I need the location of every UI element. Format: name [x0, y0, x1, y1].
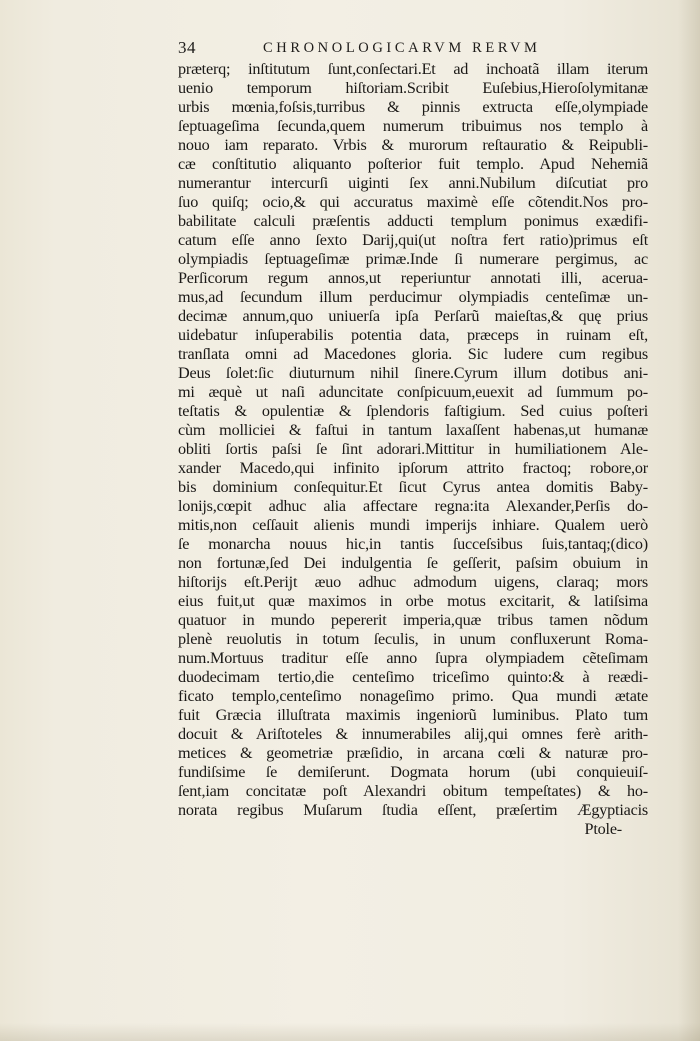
- text-line: num.Mortuus traditur eſſe anno ſupra olympiadem cẽteſimam: [178, 649, 648, 667]
- text-line: ſe monarcha nouus hic,in tantis ſucceſsibus ſuis,tantaq;(dico): [178, 535, 648, 553]
- page-edge-shadow: [678, 0, 700, 1041]
- text-line: ficato templo,centeſimo nonageſimo primo. Qua mundi ætate: [178, 687, 648, 705]
- text-line: ſeptuageſima ſecunda,quem numerum tribuimus nos templo à: [178, 117, 648, 135]
- text-line: norata regibus Muſarum ſtudia eſſent, præſertim Ægyptiacis: [178, 801, 648, 819]
- text-line: duodecimam tertio,die centeſimo triceſimo quinto:& à reædi-: [178, 668, 648, 686]
- text-line: babilitate calculi præſentis adducti templum ponimus exædifi-: [178, 212, 648, 230]
- running-head: [178, 38, 618, 58]
- text-line: docuit & Ariſtoteles & innumerabiles alij,qui omnes ferè arith-: [178, 725, 648, 743]
- text-line: mi æquè ut naſi aduncitate conſpicuum,euexit ad ſummum po-: [178, 383, 648, 401]
- text-line: tranſlata omni ad Macedones gloria. Sic ludere cum regibus: [178, 345, 648, 363]
- text-line: decimæ annum,quo uniuerſa ipſa Perſarũ maieſtas,& quę prius: [178, 307, 648, 325]
- text-line: fuit Græcia illuſtrata maximis ingeniorũ luminibus. Plato tum: [178, 706, 648, 724]
- page-number: 34: [178, 38, 196, 57]
- text-line: xander Macedo,qui infinito ipſorum attrito fractoq; robore,or: [178, 459, 648, 477]
- text-line: ſuo quiſq; ocio,& qui accuratus maximè eſſe cõtendit.Nos pro-: [178, 193, 648, 211]
- text-line: Deus ſolet:ſic diuturnum nihil ſinere.Cyrum illum dotibus ani-: [178, 364, 648, 382]
- text-line: teſtatis & opulentiæ & ſplendoris faſtigium. Sed cuius poſteri: [178, 402, 648, 420]
- text-line: plenè reuolutis in totum ſeculis, in unum confluxerunt Roma-: [178, 630, 648, 648]
- text-line: hiſtorijs eſt.Perijt æuo adhuc admodum uigens, claraq; mors: [178, 573, 648, 591]
- text-line: uenio temporum hiſtoriam.Scribit Euſebius,Hieroſolymitanæ: [178, 79, 648, 97]
- text-line: mus,ad ſecundum illum perducimur olympiadis centeſimæ un-: [178, 288, 648, 306]
- text-line: uidebatur inſuperabilis potentia data, præceps in ruinam eſt,: [178, 326, 648, 344]
- text-line: mitis,non ceſſauit alienis mundi imperijs inhiare. Qualem uerò: [178, 516, 648, 534]
- text-line: nouo iam reparato. Vrbis & murorum reſtauratio & Reipubli-: [178, 136, 648, 154]
- text-line: urbis mœnia,foſsis,turribus & pinnis extructa eſſe,olympiade: [178, 98, 648, 116]
- text-line: cùm molliciei & faſtui in tantum laxaſſent habenas,ut humanæ: [178, 421, 648, 439]
- text-line: quatuor in mundo pepererit imperia,quæ tribus tamen nõdum: [178, 611, 648, 629]
- page-bottom-shadow: [0, 1023, 700, 1041]
- catchword: Ptole-: [584, 820, 622, 838]
- running-title: CHRONOLOGICARVM RERVM: [263, 40, 541, 56]
- text-line: ſent,iam concitatæ poſt Alexandri obitum tempeſtates) & ho-: [178, 782, 648, 800]
- text-line: eius fuit,ut quæ maximos in orbe motus excitarit, & latiſsima: [178, 592, 648, 610]
- text-line: catum eſſe anno ſexto Darij,qui(ut noſtra fert ratio)primus eſt: [178, 231, 648, 249]
- text-line: lonijs,cœpit adhuc alia affectare regna:ita Alexander,Perſis do-: [178, 497, 648, 515]
- text-line: bis dominium conſequitur.Et ſicut Cyrus antea domitis Baby-: [178, 478, 648, 496]
- text-line: Perſicorum regum annos,ut reperiuntur annotati illi, acerua-: [178, 269, 648, 287]
- text-line: obliti ſortis paſsi ſe ſint adorari.Mittitur in humiliationem Ale-: [178, 440, 648, 458]
- text-line: fundiſsime ſe demiſerunt. Dogmata horum (ubi conquieuiſ-: [178, 763, 648, 781]
- text-line: metices & geometriæ præſidio, in arcana cœli & naturæ pro-: [178, 744, 648, 762]
- body-text: [178, 60, 648, 839]
- text-line: olympiadis ſeptuageſimæ primæ.Inde ſi numerare pergimus, ac: [178, 250, 648, 268]
- text-line: præterq; inſtitutum ſunt,conſectari.Et ad inchoatã illam iterum: [178, 60, 648, 78]
- text-line: cæ conſtitutio aliquanto poſterior fuit templo. Apud Nehemiã: [178, 155, 648, 173]
- text-line: non fortunæ,ſed Dei indulgentia ſe geſſerit, paſsim obuium in: [178, 554, 648, 572]
- text-line: numerantur intercurſi uiginti ſex anni.Nubilum diſcutiat pro: [178, 174, 648, 192]
